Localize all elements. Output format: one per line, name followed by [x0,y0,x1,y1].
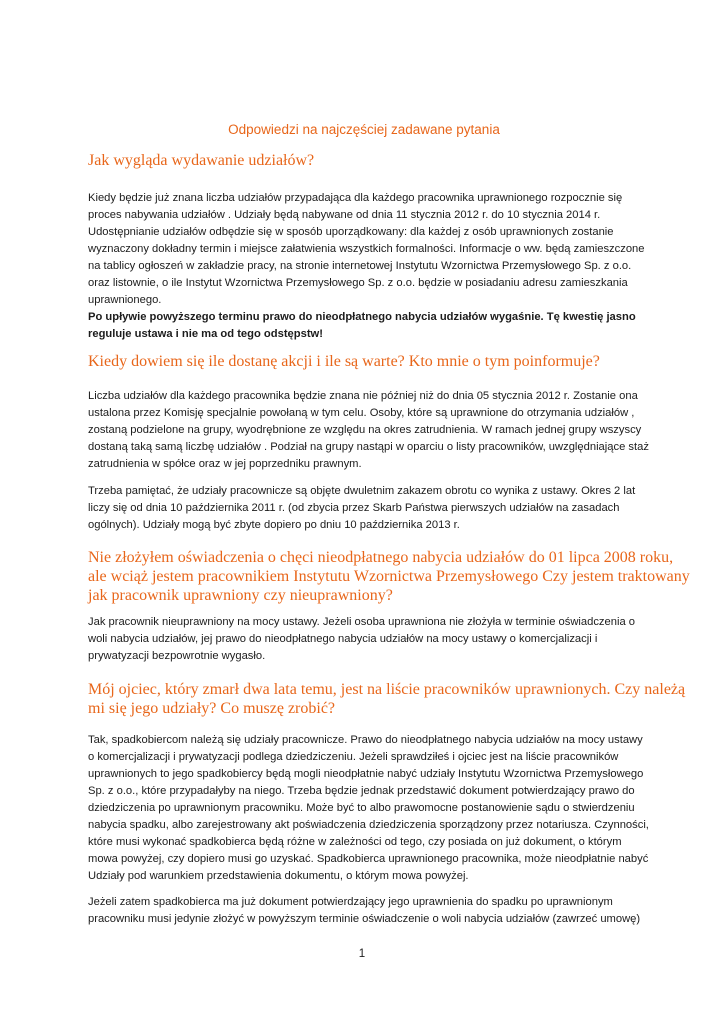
text-line: proces nabywania udziałów . Udziały będą nabywane od dnia 11 stycznia 2012 r. do 10 stycznia 2014 r. [88,209,601,221]
heading-line: mi się jego udziały? Co muszę zrobić? [88,700,336,717]
text-line: liczy się od dnia 10 października 2011 r. (od zbycia przez Skarb Państwa pierwszych udziałów na zasadach [88,502,620,514]
heading-line: ale wciąż jestem pracownikiem Instytutu Wzornictwa Przemysłowego Czy jestem traktowany [88,568,690,585]
text-line: Udziały pod warunkiem przedstawienia dokumentu, o którym mowa powyżej. [88,870,469,882]
text-line: dziedziczenia po uprawnionym pracowniku. Może być to albo prawomocne postanowienie sądu o stwierdzeniu [88,802,635,814]
text-line: Kiedy będzie już znana liczba udziałów przypadająca dla każdego pracownika uprawnionego rozpocznie się [88,192,623,204]
text-line: Liczba udziałów dla każdego pracownika będzie znana nie później niż do dnia 05 stycznia 2012 r. Zostanie ona [88,390,638,402]
text-line: Udostępnianie udziałów odbędzie się w sposób uporządkowany: dla każdej z osób uprawnionych zostanie [88,226,614,238]
text-line: Tak, spadkobiercom należą się udziały pracownicze. Prawo do nieodpłatnego nabycia udziałów na mocy ustawy [88,734,643,746]
text-line: mowa powyżej, czy dopiero musi go uzyskać. Spadkobierca uprawnionego pracownika, może nieodpłatnie nabyć [88,853,649,865]
answer-paragraph-3 [88,614,644,665]
text-line: prywatyzacji bezpowrotnie wygasło. [88,650,266,662]
heading-line: jak pracownik uprawniony czy nieuprawniony? [88,587,393,604]
page-number: 1 [358,948,366,960]
text-line: wyznaczony dokładny termin i miejsce załatwienia wszystkich formalności. Informacje o ww. będą zamieszczone [88,243,645,255]
text-line: uprawnionego. [88,294,162,306]
text-line: Trzeba pamiętać, że udziały pracownicze są objęte dwuletnim zakazem obrotu co wynika z ustawy. Okres 2 lat [88,485,636,497]
text-line: ogólnych). Udziały mogą być zbyte dopiero po dniu 10 października 2013 r. [88,519,460,531]
text-line: Jak pracownik nieuprawniony na mocy ustawy. Jeżeli osoba uprawniona nie złożyła w terminie oświadczenia o [88,616,636,628]
bold-text-line: reguluje ustawa i nie ma od tego odstępstw! [88,328,323,340]
answer-paragraph-4a [88,732,649,885]
text-line: dostaną taką samą liczbę udziałów . Podział na grupy nastąpi w oparciu o listy pracowników, uwzględniające staż [88,441,649,453]
text-line: nabycia spadku, albo zarejestrowany akt poświadczenia dziedziczenia sporządzony przez notariusza. Czynności, [88,819,649,831]
answer-paragraph-2a [88,388,649,473]
text-line: na tablicy ogłoszeń w zakładzie pracy, na stronie internetowej Instytutu Wzornictwa Przemysłowego Sp. z o.o. [88,260,632,272]
heading-line: Mój ojciec, który zmarł dwa lata temu, jest na liście pracowników uprawnionych. Czy należą [88,681,686,698]
answer-paragraph-1 [88,190,644,343]
bold-text-line: Po upływie powyższego terminu prawo do nieodpłatnego nabycia udziałów wygaśnie. Tę kwestię jasno [88,311,636,323]
answer-paragraph-4b [88,894,644,928]
text-line: woli nabycia udziałów, jej prawo do nieodpłatnego nabycia udziałów na mocy ustawy o komercjalizacji i [88,633,598,645]
question-heading-2: Kiedy dowiem się ile dostanę akcji i ile są warte? Kto mnie o tym poinformuje? [88,353,600,370]
text-line: zostaną podzielone na grupy, wyodrębnione ze względu na okres zatrudnienia. W ramach jednej grupy wszyscy [88,424,642,436]
text-line: ustalona przez Komisję specjalnie powołaną w tym celu. Osoby, które są uprawnione do otrzymania udziałów , [88,407,635,419]
heading-line: Nie złożyłem oświadczenia o chęci nieodpłatnego nabycia udziałów do 01 lipca 2008 roku, [88,549,674,566]
document-title: Odpowiedzi na najczęściej zadawane pytania [228,122,500,137]
text-line: pracowniku musi jedynie złożyć w powyższym terminie oświadczenie o woli nabycia udziałów (zawrzeć umowę) [88,913,641,925]
answer-paragraph-2b [88,483,644,534]
text-line: które musi wykonać spadkobierca będą różne w zależności od tego, czy posiada on już dokument, o którym [88,836,622,848]
question-heading-3 [88,548,690,605]
question-heading-1: Jak wygląda wydawanie udziałów? [88,152,315,169]
text-line: oraz listownie, o ile Instytut Wzornictwa Przemysłowego Sp. z o.o. będzie w posiadaniu adresu zamieszkania [88,277,628,289]
text-line: uprawnionych to jego spadkobiercy będą mogli nieodpłatnie nabyć udziały Instytutu Wzornictwa Przemysłowego [88,768,644,780]
text-line: zatrudnienia w spółce oraz w jej poprzedniku prawnym. [88,458,362,470]
text-line: o komercjalizacji i prywatyzacji podlega dziedziczeniu. Jeżeli sprawdziłeś i ojciec jest na liście pracowników [88,751,619,763]
text-line: Sp. z o.o., które przypadałyby na niego. Trzeba będzie jednak przedstawić dokument potwierdzający prawo do [88,785,635,797]
question-heading-4 [88,680,686,718]
text-line: Jeżeli zatem spadkobierca ma już dokument potwierdzający jego uprawnienia do spadku po uprawnionym [88,896,613,908]
